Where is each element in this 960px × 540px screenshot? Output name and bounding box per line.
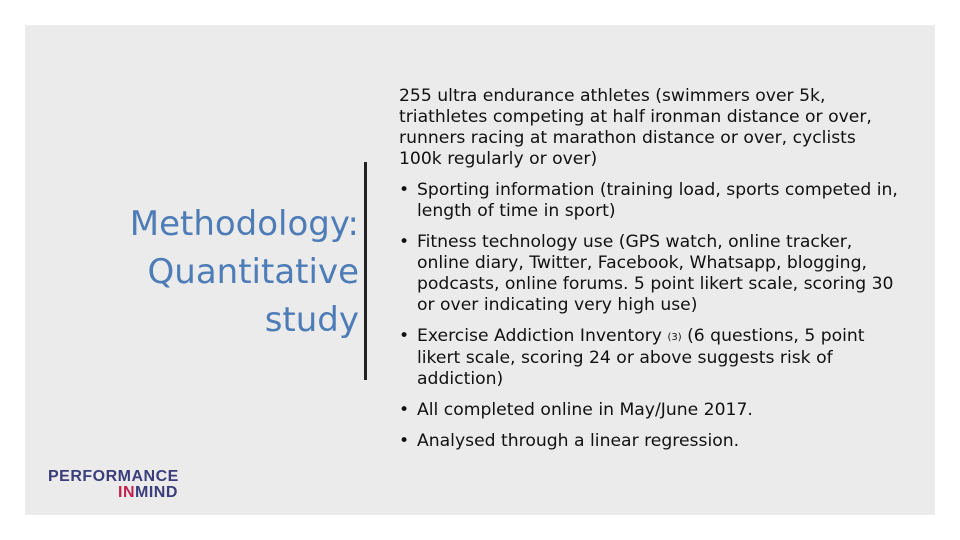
list-item	[399, 400, 899, 421]
bullet-text: Analysed through a linear regression.	[417, 431, 740, 451]
slide-title	[65, 200, 359, 344]
bullet-text: All completed online in May/June 2017.	[417, 400, 753, 420]
bullet-icon: •	[399, 431, 410, 451]
bullet-text	[417, 326, 865, 389]
bullet-icon: •	[399, 180, 410, 200]
title-line-1: Methodology:	[129, 204, 359, 244]
bullet-icon: •	[399, 232, 410, 252]
citation: (3)	[667, 332, 682, 343]
slide-body	[399, 86, 899, 462]
bullet-icon: •	[399, 326, 410, 346]
intro-paragraph: 255 ultra endurance athletes (swimmers over 5k, triathletes competing at half ironman distance or over, runners racing at marathon distance or over, cyclists 100k regularly or over)	[399, 86, 872, 169]
bullet-text: Fitness technology use (GPS watch, online tracker, online diary, Twitter, Facebook, Whatsapp, blogging, podcasts, online forums. 5 point likert scale, scoring 30 or over indicating very high use)	[417, 232, 894, 315]
bullet-text-after: (6 questions, 5 point likert scale, scoring 24 or above suggests risk of addiction)	[417, 326, 865, 389]
list-item	[399, 431, 899, 452]
logo-line-1: PERFORMANCE	[48, 468, 179, 485]
bullet-text-before: Exercise Addiction Inventory	[417, 326, 668, 346]
logo-mind: MIND	[135, 484, 178, 501]
logo-line-2	[48, 485, 179, 501]
title-line-3: study	[264, 300, 359, 340]
vertical-divider	[364, 162, 367, 380]
performance-in-mind-logo	[48, 469, 179, 501]
bullet-text: Sporting information (training load, sports competed in, length of time in sport)	[417, 180, 898, 221]
list-item	[399, 180, 899, 222]
bullet-icon: •	[399, 400, 410, 420]
logo-in: IN	[118, 484, 135, 501]
bullet-list	[399, 180, 899, 452]
title-line-2: Quantitative	[147, 252, 359, 292]
list-item	[399, 232, 899, 316]
list-item	[399, 326, 899, 390]
